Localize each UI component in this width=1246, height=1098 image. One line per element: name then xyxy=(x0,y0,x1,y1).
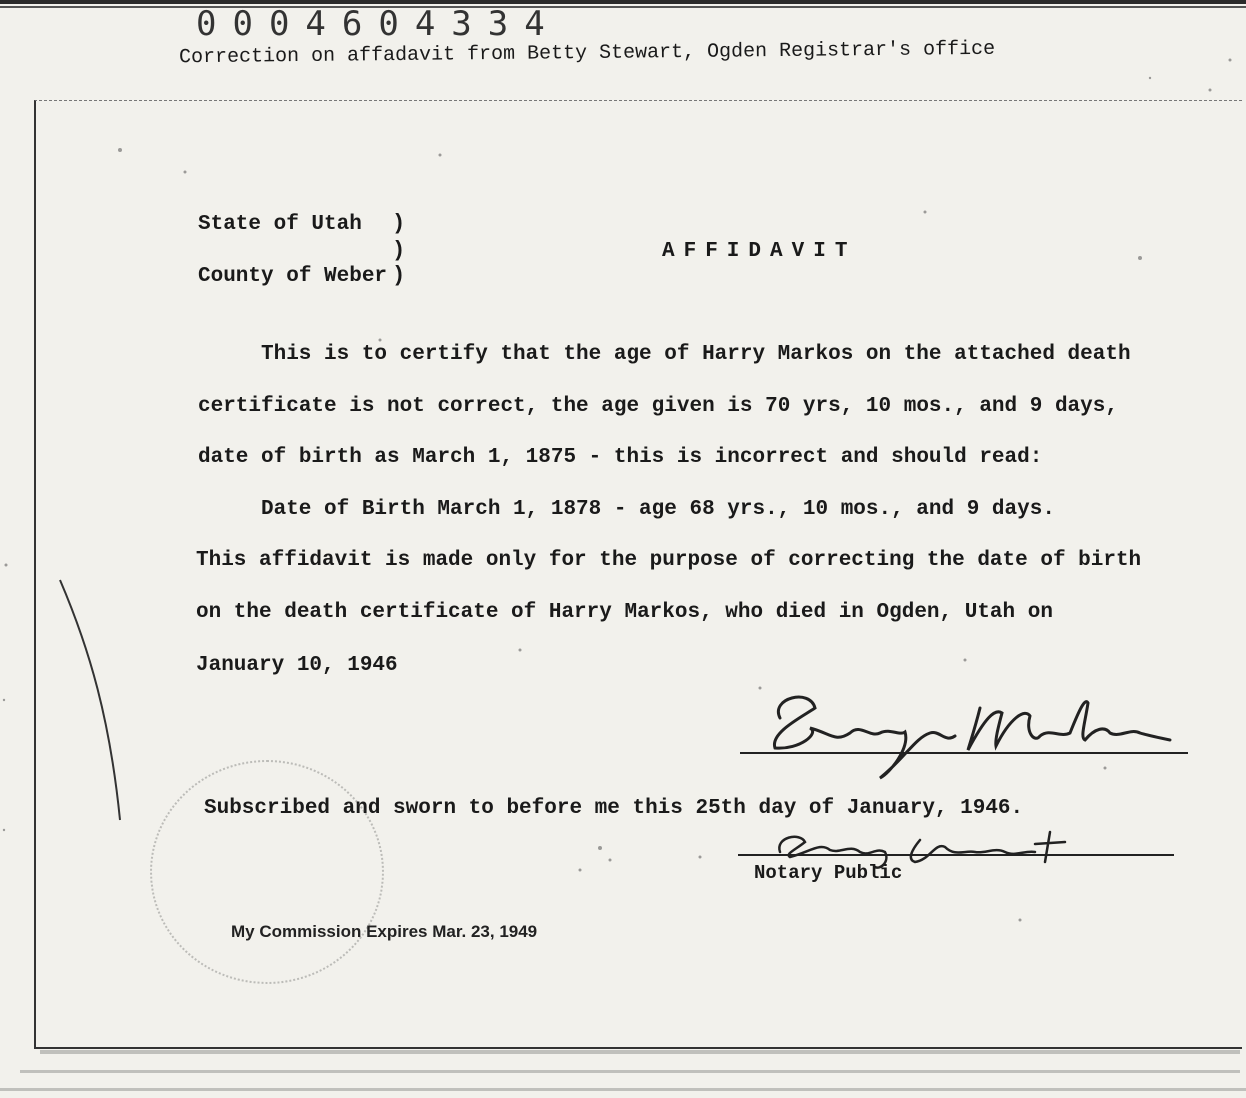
correction-note: Correction on affadavit from Betty Stewart, Ogden Registrar's office xyxy=(178,37,996,70)
brace-bottom: ) xyxy=(392,263,406,288)
jurat-text: Subscribed and sworn to before me this 25th day of January, 1946. xyxy=(204,797,1024,820)
affiant-signature-line xyxy=(740,752,1188,754)
top-border-secondary xyxy=(0,6,1246,8)
body-line-2: certificate is not correct, the age given is 70 yrs, 10 mos., and 9 days, xyxy=(198,395,1118,418)
state-label: State of Utah xyxy=(198,213,362,236)
body-line-7: January 10, 1946 xyxy=(196,654,398,677)
brace-top: ) xyxy=(392,211,406,236)
affiant-signature xyxy=(740,688,1190,783)
county-label: County of Weber xyxy=(198,265,388,288)
body-line-3: date of birth as March 1, 1875 - this is incorrect and should read: xyxy=(198,446,1043,469)
body-line-4: Date of Birth March 1, 1878 - age 68 yrs., 10 mos., and 9 days. xyxy=(261,498,1055,521)
commission-expiry: My Commission Expires Mar. 23, 1949 xyxy=(231,922,538,941)
top-border xyxy=(0,0,1246,4)
body-line-1: This is to certify that the age of Harry Markos on the attached death xyxy=(261,343,1131,366)
body-line-6: on the death certificate of Harry Markos, who died in Ogden, Utah on xyxy=(196,601,1053,624)
notary-seal xyxy=(150,760,384,984)
document-title: AFFIDAVIT xyxy=(662,240,857,263)
notary-title: Notary Public xyxy=(754,862,903,884)
body-line-5: This affidavit is made only for the purpose of correcting the date of birth xyxy=(196,549,1142,572)
document-number: 0004604334 xyxy=(196,4,561,44)
brace-middle: ) xyxy=(392,238,406,263)
notary-signature-line xyxy=(738,854,1174,856)
